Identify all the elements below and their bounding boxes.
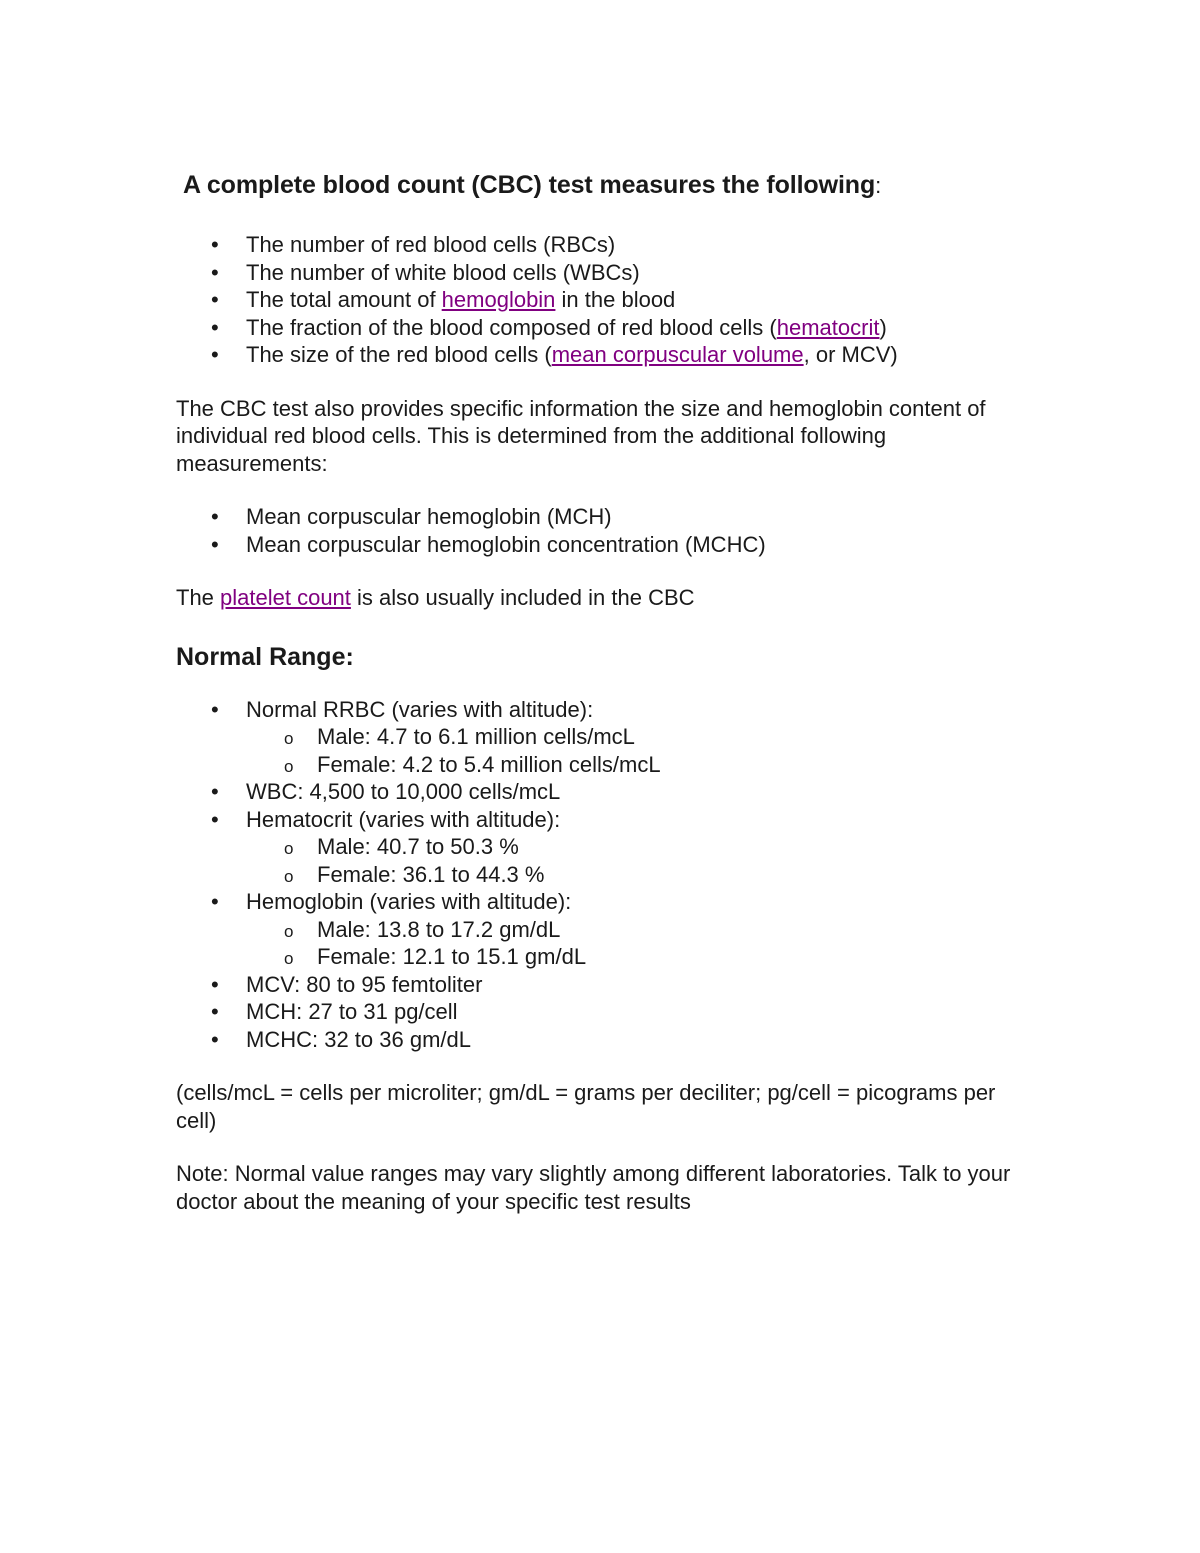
sub-list-item: o Male: 13.8 to 17.2 gm/dL (246, 916, 1036, 944)
list-item: • MCHC: 32 to 36 gm/dL (176, 1026, 1036, 1054)
units-note: (cells/mcL = cells per microliter; gm/dL = grams per deciliter; pg/cell = picograms per cell) (176, 1080, 996, 1133)
list-item (176, 341, 1036, 369)
list-item (176, 806, 1036, 889)
item-text-before: The fraction of the blood composed of red blood cells ( (246, 314, 777, 340)
page-title (183, 166, 1036, 205)
platelet-count-link[interactable]: platelet count (220, 585, 351, 610)
title-text: A complete blood count (CBC) test measures the following (183, 171, 876, 199)
list-item: • WBC: 4,500 to 10,000 cells/mcL (176, 778, 1036, 806)
lab-note: Note: Normal value ranges may vary slightly among different laboratories. Talk to your doctor about the meaning of your specific test results (176, 1161, 1011, 1214)
sub-list-item: o Female: 12.1 to 15.1 gm/dL (246, 943, 1036, 971)
item-text-before: The total amount of (246, 287, 442, 312)
list-item (176, 286, 1036, 314)
normal-range-list (176, 696, 1036, 1054)
hematocrit-sublist (246, 833, 1036, 888)
rrbc-label: Normal RRBC (varies with altitude): (246, 696, 594, 722)
additional-list (176, 503, 1036, 558)
hematocrit-label: Hematocrit (varies with altitude): (246, 806, 561, 832)
item-text-before: The size of the red blood cells ( (246, 342, 552, 367)
mean-corpuscular-volume-link[interactable]: mean corpuscular volume (551, 342, 804, 367)
list-item: • MCH: 27 to 31 pg/cell (176, 998, 1036, 1026)
list-item (176, 888, 1036, 971)
platelet-text-after: is also usually included in the CBC (350, 585, 695, 610)
list-item: • The number of red blood cells (RBCs) (176, 231, 1036, 259)
document-body (176, 166, 1036, 1241)
rrbc-sublist (246, 723, 1036, 778)
list-item: • Mean corpuscular hemoglobin concentration (MCHC) (176, 531, 1036, 559)
sub-list-item: o Female: 36.1 to 44.3 % (246, 861, 1036, 889)
sub-list-item: o Male: 4.7 to 6.1 million cells/mcL (246, 723, 1036, 751)
list-item: • MCV: 80 to 95 femtoliter (176, 971, 1036, 999)
list-item (176, 696, 1036, 779)
item-text-after: , or MCV) (803, 342, 898, 367)
platelet-paragraph (176, 584, 1036, 612)
item-text-after: in the blood (555, 287, 676, 312)
normal-range-heading: Normal Range: (176, 642, 354, 671)
list-item: • The number of white blood cells (WBCs) (176, 259, 1036, 287)
additional-paragraph: The CBC test also provides specific information the size and hemoglobin content of individual red blood cells. This is determined from the additional following measurements: (176, 395, 986, 476)
platelet-text-before: The (176, 585, 221, 610)
list-item (176, 314, 1036, 342)
sub-list-item: o Male: 40.7 to 50.3 % (246, 833, 1036, 861)
item-text-after: ) (879, 314, 887, 340)
hemoglobin-label: Hemoglobin (varies with altitude): (246, 889, 572, 914)
measures-list (176, 231, 1036, 369)
hematocrit-link[interactable]: hematocrit (776, 314, 880, 340)
hemoglobin-sublist (246, 916, 1036, 971)
hemoglobin-link[interactable]: hemoglobin (441, 287, 556, 312)
list-item: • Mean corpuscular hemoglobin (MCH) (176, 503, 1036, 531)
title-colon: : (875, 173, 882, 198)
sub-list-item: o Female: 4.2 to 5.4 million cells/mcL (246, 751, 1036, 779)
